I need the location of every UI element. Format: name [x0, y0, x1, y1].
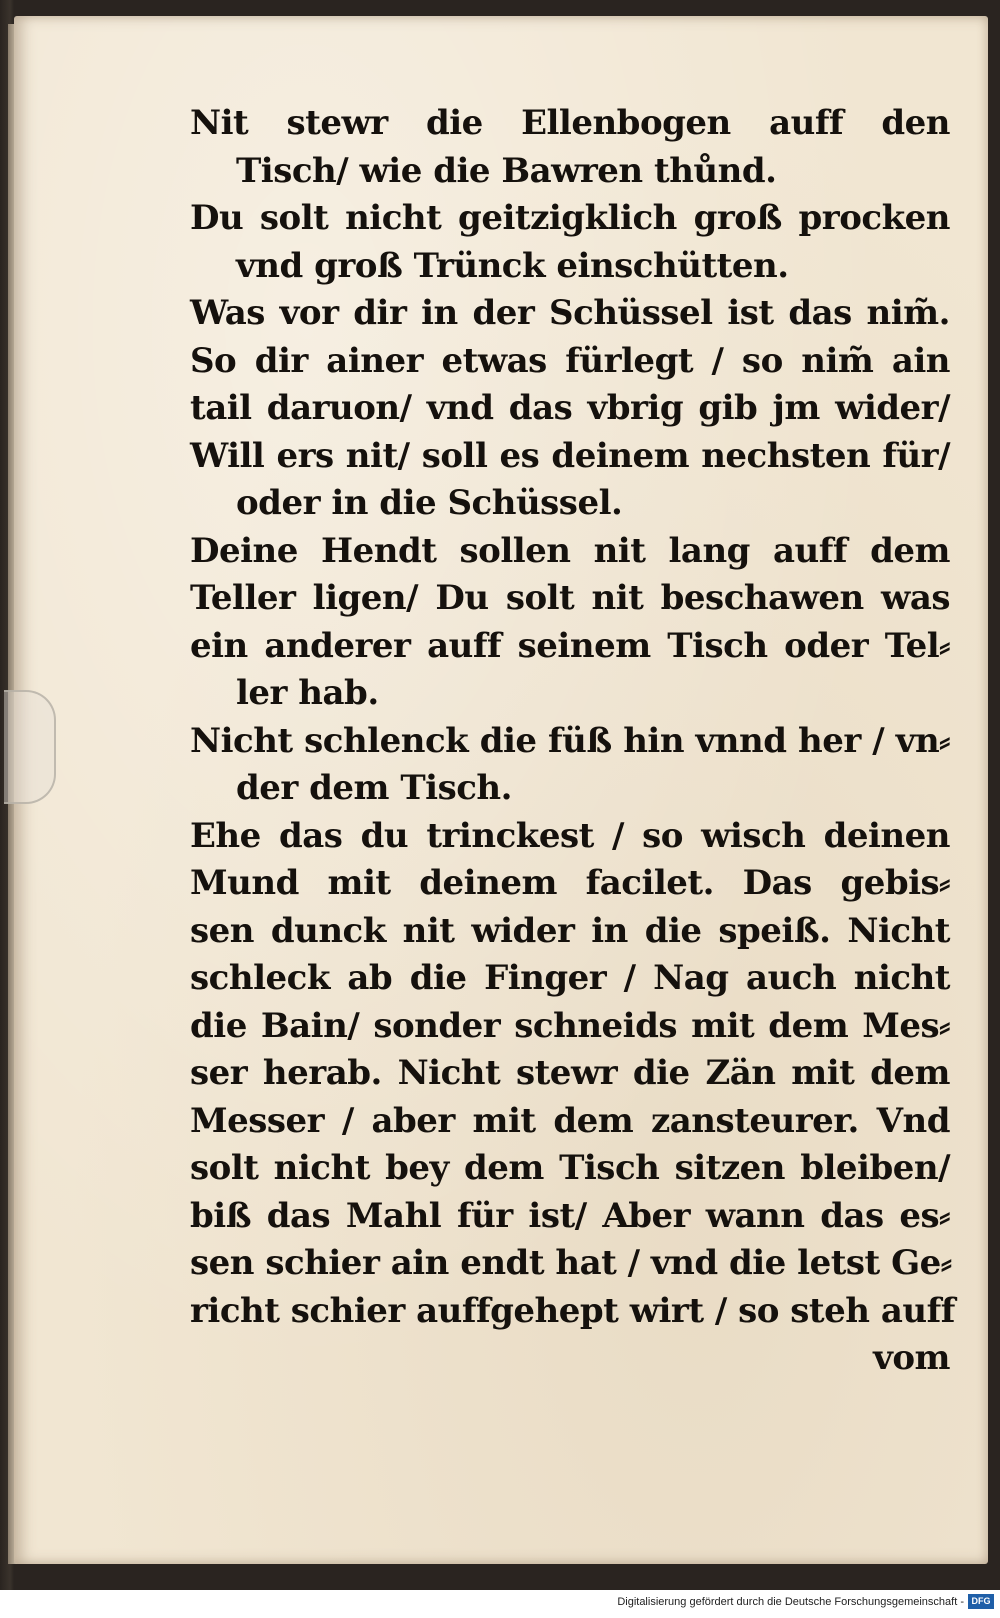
text-line: Teller ligen/ Du solt nit beschawen was [190, 578, 950, 618]
text-line: Tisch/ wie die Bawren thůnd. [236, 150, 777, 191]
text-line: Du solt nicht geitzigklich groß procken [190, 198, 950, 238]
footer-bar [0, 1590, 1000, 1618]
text-line: der dem Tisch. [236, 768, 512, 808]
text-line: Nicht schlenck die füß hin vnnd her / vn⸗ [190, 720, 950, 761]
page-text [190, 100, 955, 1383]
funding-credit: Digitalisierung gefördert durch die Deutsche Forschungsgemeinschaft - [617, 1596, 964, 1608]
text-line: Will ers nit/ soll es deinem nechsten für/ [190, 435, 950, 476]
text-line: sen dunck nit wider in die speiß. Nicht [190, 910, 950, 951]
text-line: Messer / aber mit dem zansteurer. Vnd [190, 1100, 950, 1141]
dfg-logo: DFG [968, 1594, 994, 1609]
text-line: Was vor dir in der Schüssel ist das nim̃. [190, 293, 950, 333]
text-line: solt nicht bey dem Tisch sitzen bleiben/ [190, 1148, 950, 1188]
text-line: die Bain/ sonder schneids mit dem Mes⸗ [190, 1005, 950, 1046]
text-line: richt schier auffgehept wirt / so steh auff [190, 1290, 955, 1331]
text-line: schleck ab die Finger / Nag auch nicht [190, 958, 950, 998]
text-line: Ehe das du trinckest / so wisch deinen [190, 815, 950, 856]
text-line: sen schier ain endt hat / vnd die letst Ge⸗ [190, 1243, 952, 1283]
text-line: oder in die Schüssel. [236, 483, 623, 523]
text-line: ein anderer auff seinem Tisch oder Tel⸗ [190, 625, 950, 666]
text-line: vnd groß Trünck einschütten. [236, 245, 789, 286]
text-line: ser herab. Nicht stewr die Zän mit dem [190, 1053, 950, 1093]
catchword: vom [873, 1338, 950, 1378]
text-line: tail daruon/ vnd das vbrig gib jm wider/ [190, 388, 950, 428]
text-line: So dir ainer etwas fürlegt / so nim̃ ain [190, 340, 950, 381]
text-line: Nit stewr die Ellenbogen auff den [190, 103, 950, 143]
text-line: Deine Hendt sollen nit lang auff dem [190, 530, 950, 571]
text-line: biß das Mahl für ist/ Aber wann das es⸗ [190, 1195, 950, 1236]
text-line: ler hab. [236, 673, 379, 713]
text-line: Mund mit deinem facilet. Das gebis⸗ [190, 863, 950, 903]
page-clip [4, 690, 56, 804]
